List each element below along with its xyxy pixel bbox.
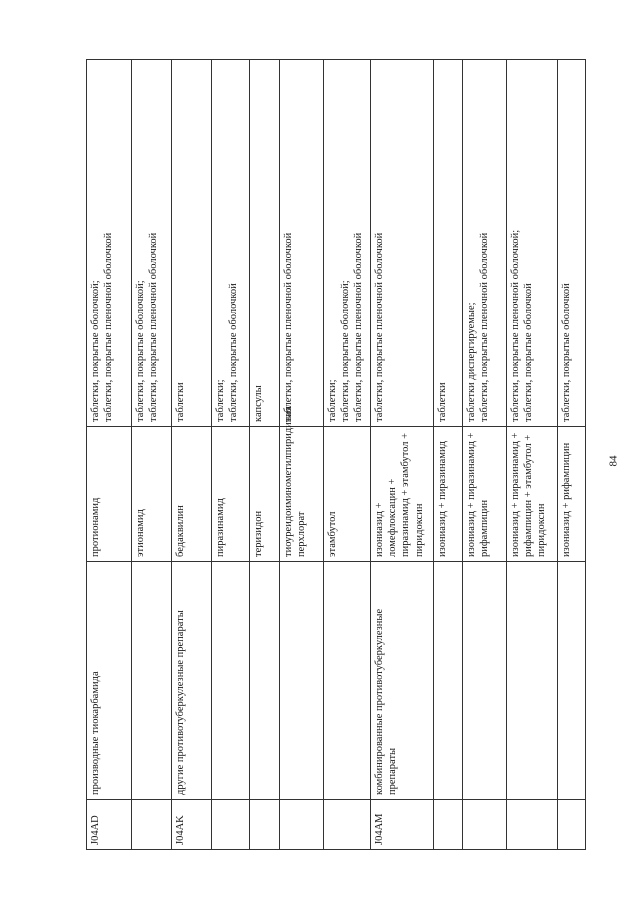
dosage-form-cell: [87, 60, 132, 427]
dosage-form-cell: [323, 60, 370, 427]
dosage-form-cell: [172, 60, 212, 427]
group-cell: производные тиокарбамида: [87, 562, 132, 800]
table-row: [462, 60, 506, 850]
dosage-form-cell: [506, 60, 557, 427]
table-row: [212, 60, 250, 850]
table-row: [172, 60, 212, 850]
group-cell: [132, 562, 172, 800]
dosage-form-cell: [434, 60, 462, 427]
atc-code-cell: [557, 800, 586, 850]
group-cell: комбинированные противотуберкулезные препараты: [371, 562, 434, 800]
dosage-form-line: таблетки, покрытые пленочной оболочкой: [353, 232, 365, 422]
table-row: [557, 60, 586, 850]
dosage-form-line: таблетки, покрытые оболочкой: [523, 283, 535, 422]
dosage-form-line: таблетки, покрытые пленочной оболочкой: [282, 232, 294, 422]
drug-name-cell: пиразинамид: [212, 427, 250, 562]
drug-name-cell: изониазид + рифампицин: [557, 427, 586, 562]
dosage-form-cell: [212, 60, 250, 427]
table-row: [371, 60, 434, 850]
dosage-form-line: таблетки, покрытые оболочкой;: [135, 280, 147, 422]
dosage-form-line: таблетки, покрытые пленочной оболочкой;: [509, 229, 521, 422]
table-row: [250, 60, 279, 850]
dosage-form-line: таблетки, покрытые оболочкой;: [90, 280, 101, 422]
dosage-form-line: таблетки диспергируемые;: [465, 302, 477, 422]
dosage-form-cell: [132, 60, 172, 427]
drug-name-cell: изониазид + пиразинамид + рифампицин + этамбутол + пиридоксин: [506, 427, 557, 562]
dosage-form-line: таблетки, покрытые пленочной оболочкой: [148, 232, 160, 422]
dosage-form-line: капсулы: [253, 385, 265, 422]
page-number: 84: [607, 455, 620, 467]
dosage-form-cell: [462, 60, 506, 427]
dosage-form-line: таблетки: [175, 382, 187, 422]
drug-name-cell: тиоуреидоиминометилпиридиния перхлорат: [279, 427, 323, 562]
group-cell: [250, 562, 279, 800]
drug-name-cell: этионамид: [132, 427, 172, 562]
group-cell: [434, 562, 462, 800]
atc-code-cell: [212, 800, 250, 850]
dosage-form-line: таблетки, покрытые оболочкой: [560, 283, 572, 422]
drug-table-body: [87, 60, 586, 850]
dosage-form-line: таблетки, покрытые пленочной оболочкой: [103, 232, 115, 422]
atc-code-cell: J04AD: [87, 800, 132, 850]
group-cell: [212, 562, 250, 800]
atc-code-cell: [462, 800, 506, 850]
table-row: [434, 60, 462, 850]
table-row: [506, 60, 557, 850]
group-cell: [279, 562, 323, 800]
table-row: [132, 60, 172, 850]
atc-code-cell: [279, 800, 323, 850]
group-cell: [506, 562, 557, 800]
atc-code-cell: [434, 800, 462, 850]
drug-name-cell: этамбутол: [323, 427, 370, 562]
atc-code-cell: [506, 800, 557, 850]
drug-name-cell: изониазид + ломефлоксацин + пиразинамид + этамбутол + пиридоксин: [371, 427, 434, 562]
atc-code-cell: [250, 800, 279, 850]
table-row: [279, 60, 323, 850]
rotated-page: [86, 60, 586, 850]
dosage-form-line: таблетки, покрытые пленочной оболочкой: [478, 232, 490, 422]
drug-name-cell: бедаквилин: [172, 427, 212, 562]
group-cell: другие противотуберкулезные препараты: [172, 562, 212, 800]
drug-name-cell: изониазид + пиразинамид + рифампицин: [462, 427, 506, 562]
group-cell: [323, 562, 370, 800]
atc-code-cell: [323, 800, 370, 850]
dosage-form-cell: [250, 60, 279, 427]
drug-name-cell: теризидон: [250, 427, 279, 562]
group-cell: [557, 562, 586, 800]
dosage-form-line: таблетки, покрытые оболочкой;: [339, 280, 351, 422]
dosage-form-cell: [371, 60, 434, 427]
table-row: [87, 60, 132, 850]
dosage-form-line: таблетки: [437, 382, 449, 422]
drug-name-cell: изониазид + пиразинамид: [434, 427, 462, 562]
dosage-form-line: таблетки, покрытые оболочкой: [228, 283, 240, 422]
dosage-form-line: таблетки;: [326, 379, 338, 422]
dosage-form-line: таблетки, покрытые пленочной оболочкой: [374, 232, 386, 422]
dosage-form-cell: [279, 60, 323, 427]
dosage-form-cell: [557, 60, 586, 427]
group-cell: [462, 562, 506, 800]
drug-name-cell: протионамид: [87, 427, 132, 562]
drug-table: [86, 59, 586, 850]
table-row: [323, 60, 370, 850]
dosage-form-line: таблетки;: [215, 379, 227, 422]
atc-code-cell: J04AM: [371, 800, 434, 850]
atc-code-cell: J04AK: [172, 800, 212, 850]
atc-code-cell: [132, 800, 172, 850]
